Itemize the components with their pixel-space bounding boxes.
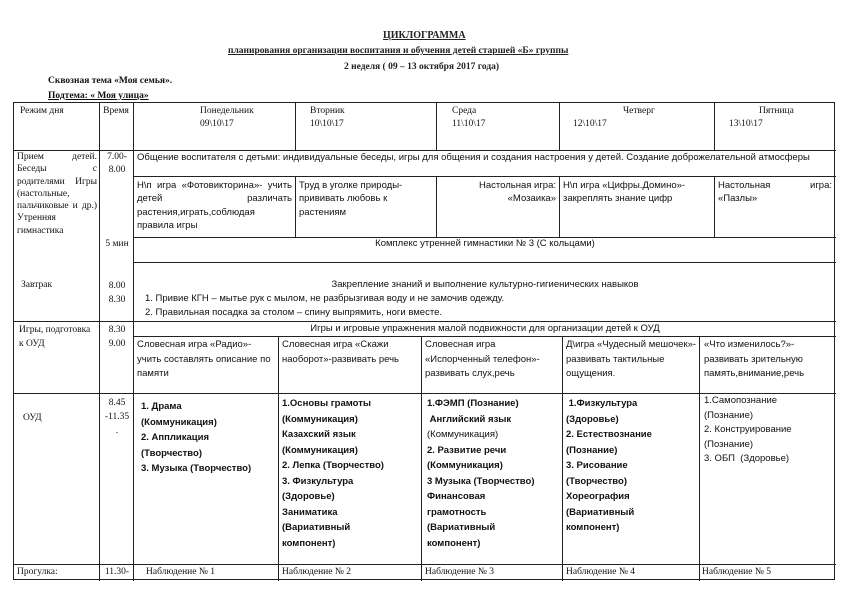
reception-mode: Прием детей. Беседы с родителями Игры (настольные, пальчиковые и др.) Утренняя гимнастика [17, 152, 97, 236]
row-divider [14, 564, 836, 565]
games-item-wed: Словесная игра «Испорченный телефон»- развивать слух,речь [425, 339, 540, 379]
breakfast-time: 8.00 8.30 [108, 281, 126, 305]
reception-game-tue: Труд в уголке природы- прививать любовь к растениям [299, 180, 403, 218]
col-divider [714, 176, 715, 237]
oud-subject-line: компонент) [282, 537, 336, 549]
oud-subject-line: компонент) [566, 522, 620, 533]
oud-subject-line: (Вариативный [427, 522, 496, 533]
oud-subject-line: 2. Аппликация [141, 432, 210, 443]
gymnastics-time: 5 мин [105, 239, 129, 249]
oud-subject-line: (Коммуникация) [282, 444, 358, 456]
games-item-tue: Словесная игра «Скажи наоборот»-развивать речь [282, 339, 399, 365]
oud-subject-line: 2. Конструирование [704, 424, 792, 435]
oud-subject-line: 2. Развитие речи [427, 444, 507, 456]
oud-thursday [566, 396, 697, 536]
oud-subject-line: 2. Естествознание [566, 429, 652, 440]
col-header-thursday-date: 12\10\17 [573, 119, 607, 129]
row-divider [133, 176, 836, 177]
col-header-wednesday: Среда [452, 106, 477, 116]
col-divider [559, 176, 560, 237]
oud-subject-line: 3. ОБП (Здоровье) [704, 453, 790, 464]
oud-subject-line: (Творчество) [141, 447, 202, 459]
oud-subject-line: (Коммуникация) [282, 413, 358, 425]
oud-subject-line: (Коммуникация) [427, 429, 499, 440]
walk-item-mon: Наблюдение № 1 [146, 567, 216, 577]
oud-friday [704, 394, 834, 467]
col-header-tuesday-date: 10\10\17 [310, 119, 344, 129]
oud-subject-line: 3. Музыка (Творчество) [141, 463, 252, 474]
col-divider [436, 103, 437, 150]
games-time: 8.30 9.00 [108, 325, 126, 349]
col-header-monday: Понедельник [200, 106, 254, 116]
reception-game-wed: Настольная игра: «Мозаика» [479, 180, 556, 205]
oud-subject-line: 3 Музыка (Творчество) [427, 475, 535, 487]
oud-subject-line: Английский язык [427, 413, 512, 425]
oud-subject-line: компонент) [427, 537, 481, 549]
oud-subject-line: (Познание) [704, 409, 754, 421]
oud-subject-line: 2. Лепка (Творчество) [282, 460, 384, 471]
oud-subject-line: (Творчество) [566, 475, 627, 487]
col-divider [562, 336, 563, 581]
col-header-friday-date: 13\10\17 [729, 119, 763, 129]
oud-subject-line: 3. Рисование [566, 460, 628, 471]
walk-time: 11.30- [104, 567, 130, 577]
oud-time: 8.45 -11.35 . [104, 398, 130, 436]
oud-subject-line: Финансовая [427, 491, 486, 502]
col-header-monday-date: 09\10\17 [200, 119, 234, 129]
row-divider [133, 262, 836, 263]
breakfast-line1: 1. Привие КГН – мытье рук с мылом, не разбрызгивая воду и не замочив одежду. [145, 293, 505, 304]
theme-line: Сквозная тема «Моя семья». [48, 76, 173, 86]
oud-subject-line: 1.Самопознание [704, 395, 778, 406]
col-header-mode: Режим дня [20, 106, 64, 116]
oud-subject-line: (Познание) [704, 438, 754, 450]
col-divider [714, 103, 715, 150]
reception-game-mon: Н\п игра «Фотовикторина»- учить детей различать растения,играть,соблюдая правила игры [137, 180, 292, 232]
oud-subject-line: (Здоровье) [282, 491, 335, 502]
reception-common: Общение воспитателя с детьми: индивидуальные беседы, игры для общения и создания настроения у детей. Создание доброжелательной атмосферы [137, 152, 810, 163]
col-header-thursday: Четверг [623, 106, 655, 116]
oud-subject-line: (Коммуникация) [427, 460, 503, 471]
oud-monday [141, 399, 277, 477]
reception-game-thu: Н\п игра «Цифры.Домино»- закреплять знание цифр [563, 180, 686, 205]
games-item-fri: «Что изменилось?»- развивать зрительную память,внимание,речь [704, 339, 805, 379]
gymnastics-complex: Комплекс утренней гимнастики № 3 (С кольцами) [375, 238, 595, 249]
oud-subject-line: грамотность [427, 506, 487, 518]
col-divider [99, 103, 100, 581]
oud-subject-line: (Здоровье) [566, 413, 619, 425]
oud-subject-line: 1.ФЭМП (Познание) [427, 398, 519, 409]
oud-subject-line: Казахский язык [282, 429, 356, 440]
col-divider [559, 103, 560, 150]
col-divider [699, 336, 700, 581]
walk-item-thu: Наблюдение № 4 [566, 567, 636, 577]
games-title: Игры и игровые упражнения малой подвижности для организации детей к ОУД [310, 323, 660, 334]
oud-subject-line: 3. Физкультура [282, 475, 354, 487]
oud-subject-line: (Вариативный [566, 506, 635, 518]
oud-subject-line: 1.Основы грамоты [282, 398, 372, 409]
walk-item-tue: Наблюдение № 2 [282, 567, 352, 577]
walk-item-wed: Наблюдение № 3 [425, 567, 495, 577]
oud-subject-line: 1. Драма [141, 401, 182, 412]
col-header-time: Время [103, 106, 129, 116]
oud-subject-line: Хореография [566, 491, 630, 502]
reception-game-fri: Настольная игра: «Пазлы» [718, 180, 832, 205]
col-divider [436, 176, 437, 237]
schedule-table [13, 102, 835, 580]
games-mode: Игры, подготовка к ОУД [19, 325, 91, 349]
col-header-tuesday: Вторник [310, 106, 345, 116]
week-line: 2 неделя ( 09 – 13 октября 2017 года) [344, 62, 500, 72]
breakfast-mode: Завтрак [21, 280, 53, 290]
oud-tuesday [282, 396, 419, 551]
col-divider [133, 103, 134, 581]
breakfast-title: Закрепление знаний и выполнение культурно-гигиенических навыков [331, 279, 639, 290]
col-header-wednesday-date: 11\10\17 [452, 119, 486, 129]
reception-time: 7.00- 8.00 [107, 152, 127, 175]
oud-subject-line: (Коммуникация) [141, 416, 217, 428]
breakfast-line2: 2. Правильная посадка за столом – спину выпрямить, ноги вместе. [145, 307, 442, 318]
oud-subject-line: (Познание) [566, 444, 618, 456]
col-divider [278, 336, 279, 581]
oud-wednesday [427, 396, 561, 551]
oud-subject-line: (Вариативный [282, 522, 351, 533]
document-title: ЦИКЛОГРАММА [383, 30, 466, 41]
col-divider [295, 103, 296, 150]
games-item-mon: Словесная игра «Радио»- учить составлять описание по памяти [137, 339, 271, 379]
subtheme-line: Подтема: « Моя улица» [48, 91, 149, 101]
games-item-thu: Д\игра «Чудесный мешочек»-развивать тактильные ощущения. [566, 339, 697, 379]
oud-subject-line: 1.Физкультура [566, 398, 638, 409]
col-header-friday: Пятница [759, 106, 794, 116]
col-divider [421, 336, 422, 581]
walk-item-fri: Наблюдение № 5 [702, 567, 772, 577]
col-divider [295, 176, 296, 237]
row-divider [133, 336, 836, 337]
oud-subject-line: Заниматика [282, 506, 338, 518]
walk-mode: Прогулка: [17, 567, 58, 577]
document-subtitle: планирования организации воспитания и обучения детей старшей «Б» группы [228, 46, 569, 56]
oud-mode: ОУД [23, 413, 42, 423]
